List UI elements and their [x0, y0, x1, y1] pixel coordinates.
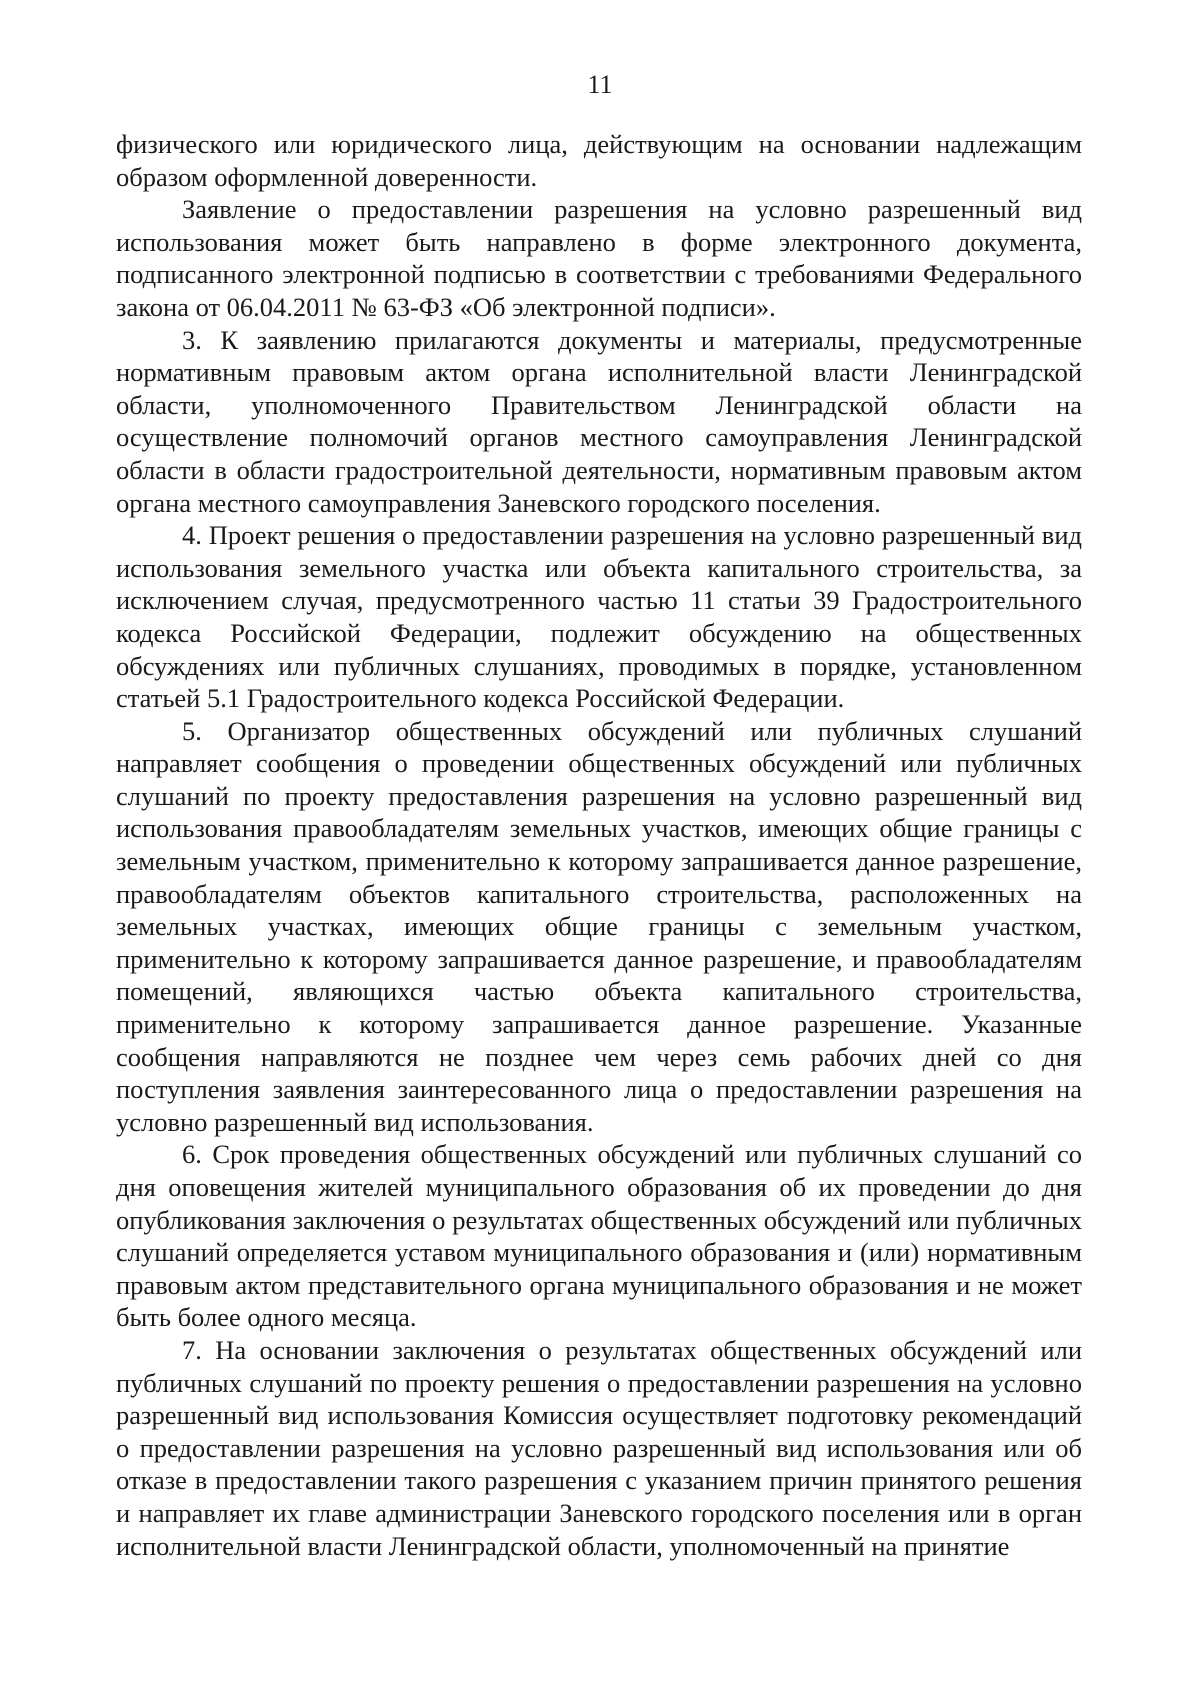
paragraph-item-3: 3. К заявлению прилагаются документы и материалы, предусмотренные нормативным правовым актом органа исполнительной власти Ленинградской области, уполномоченного Правительством Ленинградской области на осуществление полномочий органов местного самоуправления Ленинградской области в области градостроительной деятельности, нормативным правовым актом органа местного самоуправления Заневского городского поселения.	[116, 324, 1082, 518]
paragraph-item-5: 5. Организатор общественных обсуждений или публичных слушаний направляет сообщения о проведении общественных обсуждений или публичных слушаний по проекту предоставления разрешения на условно разрешенный вид использования правообладателям земельных участков, имеющих общие границы с земельным участком, применительно к которому запрашивается данное разрешение, правообладателям объектов капитального строительства, расположенных на земельных участках, имеющих общие границы с земельным участком, применительно к которому запрашивается данное разрешение, и правообладателям помещений, являющихся частью объекта капитального строительства, применительно к которому запрашивается данное разрешение. Указанные сообщения направляются не позднее чем через семь рабочих дней со дня поступления заявления заинтересованного лица о предоставлении разрешения на условно разрешенный вид использования.	[116, 715, 1082, 1137]
paragraph-item-7: 7. На основании заключения о результатах общественных обсуждений или публичных слушаний по проекту решения о предоставлении разрешения на условно разрешенный вид использования Комиссия осуществляет подготовку рекомендаций о предоставлении разрешения на условно разрешенный вид использования или об отказе в предоставлении такого разрешения с указанием причин принятого решения и направляет их главе администрации Заневского городского поселения или в орган исполнительной власти Ленинградской области, уполномоченный на принятие	[116, 1334, 1082, 1561]
paragraph-item-6: 6. Срок проведения общественных обсуждений или публичных слушаний со дня оповещения жителей муниципального образования об их проведении до дня опубликования заключения о результатах общественных обсуждений или публичных слушаний определяется уставом муниципального образования и (или) нормативным правовым актом представительного органа муниципального образования и не может быть более одного месяца.	[116, 1139, 1082, 1333]
paragraph-continuation: физического или юридического лица, действующим на основании надлежащим образом оформленной доверенности.	[116, 129, 1082, 192]
paragraph-electronic-application: Заявление о предоставлении разрешения на условно разрешенный вид использования может быть направлено в форме электронного документа, подписанного электронной подписью в соответствии с требованиями Федерального закона от 06.04.2011 № 63-ФЗ «Об электронной подписи».	[116, 194, 1082, 322]
document-body	[116, 128, 1082, 1562]
paragraph-item-4: 4. Проект решения о предоставлении разрешения на условно разрешенный вид использования земельного участка или объекта капитального строительства, за исключением случая, предусмотренного частью 11 статьи 39 Градостроительного кодекса Российской Федерации, подлежит обсуждению на общественных обсуждениях или публичных слушаниях, проводимых в порядке, установленном статьей 5.1 Градостроительного кодекса Российской Федерации.	[116, 520, 1082, 714]
page-number: 11	[587, 70, 613, 99]
